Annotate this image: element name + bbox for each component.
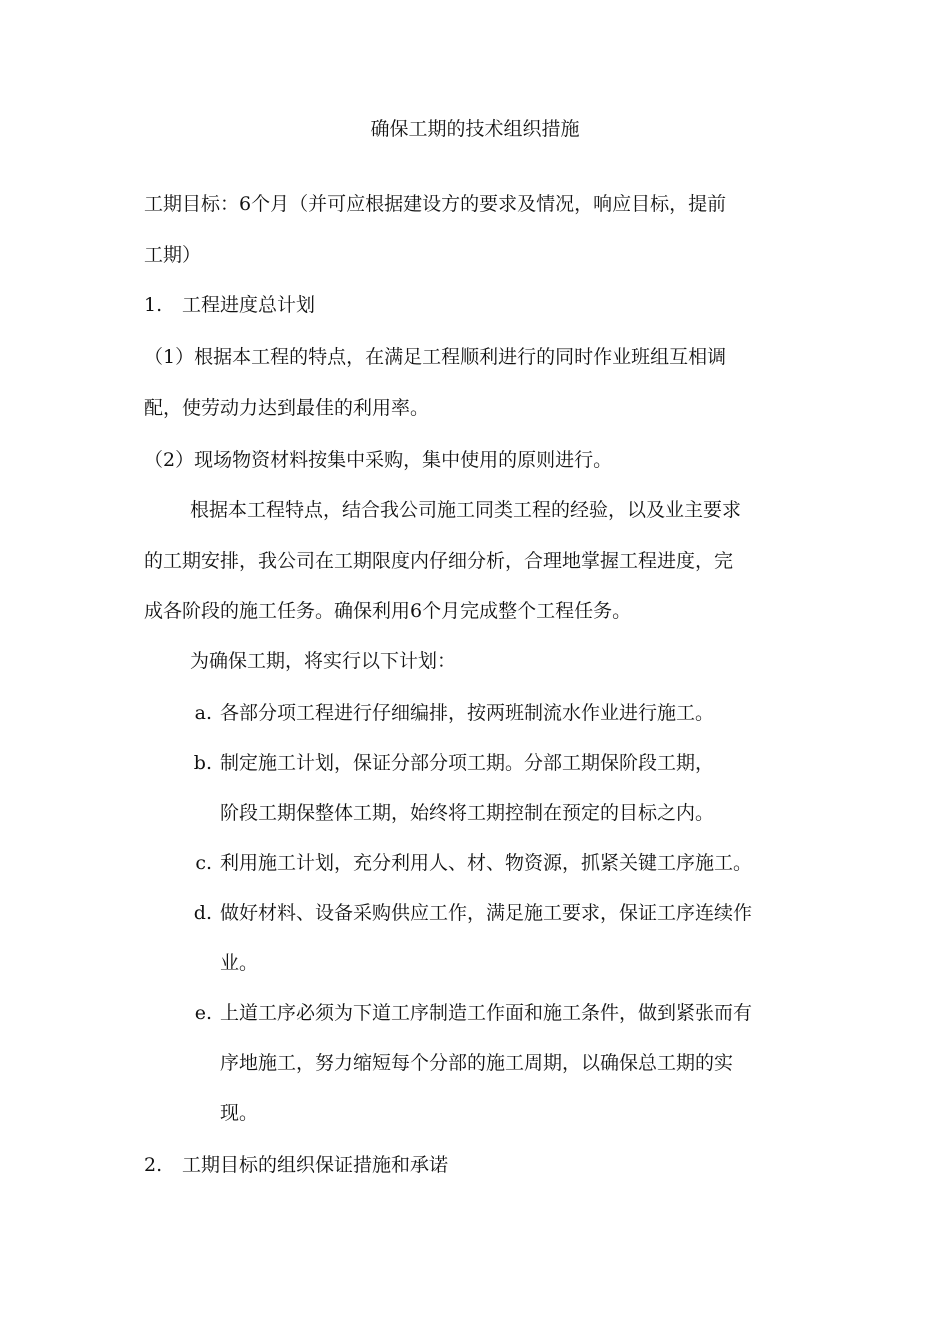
section-2-heading	[144, 1152, 448, 1178]
para-1-line-3: 成各阶段的施工任务。确保利用6个月完成整个工程任务。	[144, 600, 632, 622]
list-marker: b.	[193, 752, 212, 774]
list-item-b-line-2: 阶段工期保整体工期，始终将工期控制在预定的目标之内。	[220, 802, 715, 824]
section-2-number: 2.	[144, 1154, 163, 1176]
list-item-text: 各部分项工程进行仔细编排，按两班制流水作业进行施工。	[220, 702, 715, 724]
para-1-line-2: 的工期安排，我公司在工期限度内仔细分析，合理地掌握工程进度，完	[144, 550, 734, 572]
document-title: 确保工期的技术组织措施	[370, 118, 580, 140]
list-marker: a.	[194, 702, 212, 724]
goal-line-1: 工期目标：6个月（并可应根据建设方的要求及情况，响应目标，提前	[144, 193, 727, 215]
list-item-d-line-2: 业。	[220, 952, 259, 974]
para-2: 为确保工期，将实行以下计划：	[190, 650, 457, 672]
para-1-line-1: 根据本工程特点，结合我公司施工同类工程的经验，以及业主要求	[190, 499, 742, 521]
list-marker: e.	[194, 1002, 212, 1024]
list-item-b	[186, 750, 714, 776]
list-item-e-line-3: 现。	[220, 1102, 259, 1124]
list-item-c	[186, 850, 752, 876]
list-item-e	[186, 1000, 752, 1026]
item-2: （2）现场物资材料按集中采购，集中使用的原则进行。	[144, 449, 613, 471]
list-marker: c.	[195, 852, 212, 874]
section-1-number: 1.	[144, 294, 163, 316]
list-item-e-line-2: 序地施工，努力缩短每个分部的施工周期，以确保总工期的实	[220, 1052, 734, 1074]
list-item-text: 上道工序必须为下道工序制造工作面和施工条件，做到紧张而有	[220, 1002, 753, 1024]
section-1-heading	[144, 292, 315, 318]
section-1-title: 工程进度总计划	[182, 294, 316, 316]
list-marker: d.	[193, 902, 212, 924]
item-1-line-2: 配，使劳动力达到最佳的利用率。	[144, 397, 430, 419]
list-item-text: 制定施工计划，保证分部分项工期。分部工期保阶段工期，	[220, 752, 715, 774]
list-item-a	[186, 700, 714, 726]
list-item-text: 利用施工计划，充分利用人、材、物资源，抓紧关键工序施工。	[220, 852, 753, 874]
goal-line-2: 工期）	[144, 244, 202, 266]
section-2-title: 工期目标的组织保证措施和承诺	[182, 1154, 449, 1176]
item-1-line-1: （1）根据本工程的特点，在满足工程顺利进行的同时作业班组互相调	[144, 346, 727, 368]
list-item-text: 做好材料、设备采购供应工作，满足施工要求，保证工序连续作	[220, 902, 753, 924]
list-item-d	[186, 900, 752, 926]
